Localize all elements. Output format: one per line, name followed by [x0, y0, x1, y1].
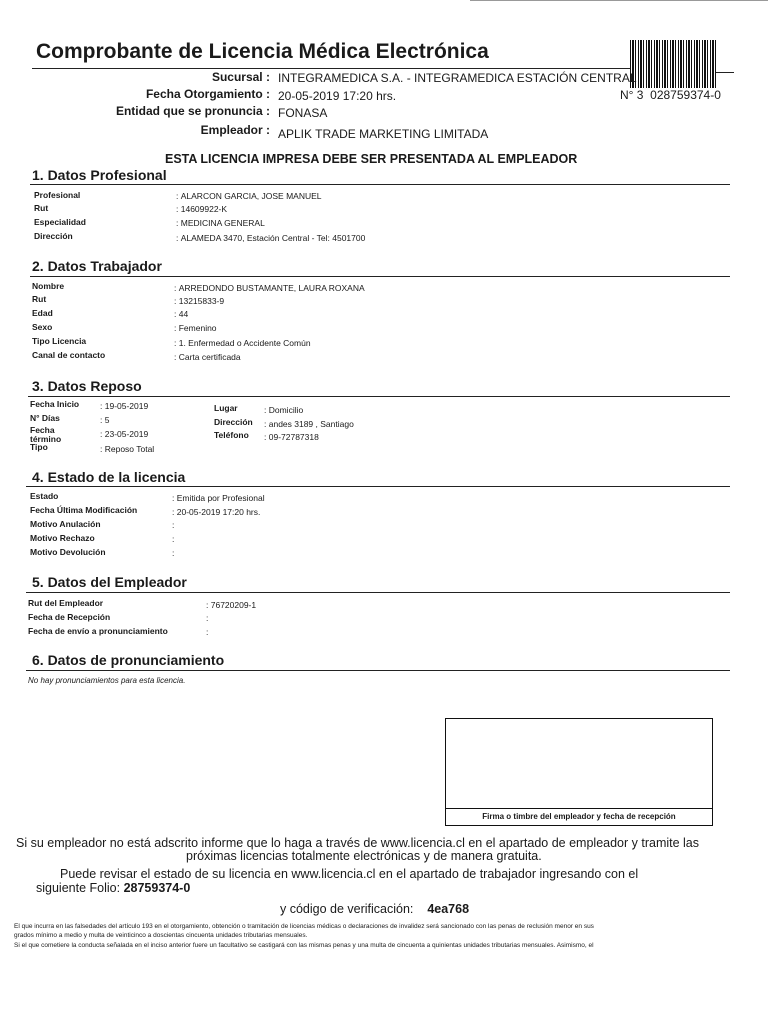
folio-value: 028759374-0	[650, 88, 721, 102]
fecha-inicio-label: Fecha Inicio	[30, 399, 80, 409]
fecha-envio-value: :	[206, 627, 211, 637]
folio-number	[620, 88, 721, 102]
n-dias-label: N° Días	[30, 413, 60, 423]
rut-empleador-value: : 76720209-1	[206, 600, 257, 610]
rut-profesional-value: : 14609922-K	[176, 204, 228, 214]
motivo-anulacion-label: Motivo Anulación	[30, 519, 101, 529]
lugar-value: : Domicilio	[264, 405, 304, 415]
fecha-recepcion-value: :	[206, 613, 211, 623]
direccion-profesional-label: Dirección	[34, 231, 73, 241]
footer-line-4	[36, 881, 190, 895]
firma-label: Firma o timbre del empleador y fecha de recepción	[446, 808, 712, 825]
barcode-tick	[716, 72, 734, 73]
tipo-reposo-label: Tipo	[30, 442, 48, 452]
edad-label: Edad	[32, 308, 53, 318]
fecha-modificacion-value: : 20-05-2019 17:20 hrs.	[172, 507, 261, 517]
sexo-value: : Femenino	[174, 323, 217, 333]
rut-trabajador-label: Rut	[32, 294, 47, 304]
sucursal-value: INTEGRAMEDICA S.A. - INTEGRAMEDICA ESTACIÓN CENTRAL	[278, 71, 637, 85]
section-estado-heading: 4. Estado de la licencia	[32, 469, 186, 485]
legal-line-2: grados mínimo a medio y multa de veinticinco a doscientas cincuenta unidades tributarias mensuales.	[14, 932, 308, 939]
folio-prefix: siguiente Folio:	[36, 881, 121, 895]
direccion-reposo-label: Dirección	[214, 417, 253, 427]
especialidad-label: Especialidad	[34, 217, 86, 227]
document-title: Comprobante de Licencia Médica Electrónica	[36, 40, 489, 63]
rut-profesional-label: Rut	[34, 203, 49, 213]
motivo-anulacion-value: :	[172, 520, 177, 530]
empleador-label: Empleador :	[200, 123, 270, 137]
sucursal-label: Sucursal :	[211, 70, 270, 84]
fecha-envio-label: Fecha de envío a pronunciamiento	[28, 626, 168, 636]
fecha-termino-label: Fecha término	[30, 425, 62, 444]
section-pronunciamiento-rule	[26, 670, 730, 671]
rut-trabajador-value: : 13215833-9	[174, 296, 225, 306]
footer-line-1: Si su empleador no está adscrito informe que lo haga a través de www.licencia.cl en el apartado de empleador y tramite las	[16, 836, 700, 850]
canal-contacto-label: Canal de contacto	[32, 350, 106, 360]
section-reposo-rule	[28, 396, 730, 397]
pronunciamiento-note: No hay pronunciamientos para esta licencia.	[28, 676, 186, 685]
fecha-otorgamiento-value: 20-05-2019 17:20 hrs.	[278, 89, 397, 103]
fecha-recepcion-label: Fecha de Recepción	[28, 612, 111, 622]
footer-line-3: Puede revisar el estado de su licencia en www.licencia.cl en el apartado de trabajador ingresando con el	[60, 867, 639, 881]
fecha-inicio-value: : 19-05-2019	[100, 401, 149, 411]
estado-label: Estado	[30, 491, 59, 501]
title-underline	[32, 68, 632, 69]
legal-line-1: El que incurra en las falsedades del artículo 193 en el otorgamiento, obtención o tramitación de licencias médicas o declaraciones de invalidez será sancionado con las penas de reclusión menor en sus	[14, 923, 594, 930]
entidad-label: Entidad que se pronuncia :	[115, 104, 270, 118]
lugar-label: Lugar	[214, 403, 238, 413]
firma-box	[445, 718, 713, 826]
barcode-image	[630, 40, 716, 88]
tipo-licencia-label: Tipo Licencia	[32, 336, 87, 346]
n-dias-value: : 5	[100, 415, 110, 425]
entidad-value: FONASA	[278, 106, 328, 120]
profesional-value: : ALARCON GARCIA, JOSE MANUEL	[176, 191, 322, 201]
fecha-modificacion-label: Fecha Última Modificación	[30, 505, 138, 515]
nombre-label: Nombre	[32, 281, 65, 291]
footer-folio-value: 28759374-0	[123, 881, 191, 895]
rut-empleador-label: Rut del Empleador	[28, 598, 104, 608]
telefono-value: : 09-72787318	[264, 432, 319, 442]
verification-code-value: 4ea768	[427, 902, 470, 916]
section-pronunciamiento-heading: 6. Datos de pronunciamiento	[32, 652, 225, 668]
telefono-label: Teléfono	[214, 430, 249, 440]
tipo-licencia-value: : 1. Enfermedad o Accidente Común	[174, 338, 311, 348]
especialidad-value: : MEDICINA GENERAL	[176, 218, 265, 228]
section-reposo-heading: 3. Datos Reposo	[32, 378, 142, 394]
motivo-devolucion-label: Motivo Devolución	[30, 547, 106, 557]
profesional-label: Profesional	[34, 190, 81, 200]
tipo-reposo-value: : Reposo Total	[100, 444, 155, 454]
nombre-value: : ARREDONDO BUSTAMANTE, LAURA ROXANA	[174, 283, 365, 293]
verification-code	[280, 902, 469, 916]
section-trabajador-rule	[30, 276, 730, 277]
canal-contacto-value: : Carta certificada	[174, 352, 241, 362]
direccion-reposo-value: : andes 3189 , Santiago	[264, 419, 354, 429]
section-empleador-heading: 5. Datos del Empleador	[32, 574, 187, 590]
section-empleador-rule	[26, 592, 730, 593]
legal-line-3: Si el que cometiere la conducta señalada en el inciso anterior fuere un facultativo se castigará con las mismas penas y una multa de cincuenta a quinientas unidades tributarias mensuales. Asimismo, el	[14, 942, 594, 949]
notice-text: ESTA LICENCIA IMPRESA DEBE SER PRESENTADA AL EMPLEADOR	[165, 152, 578, 166]
folio-label: N° 3	[620, 88, 644, 102]
section-trabajador-heading: 2. Datos Trabajador	[32, 258, 162, 274]
motivo-rechazo-value: :	[172, 534, 177, 544]
estado-value: : Emitida por Profesional	[172, 493, 265, 503]
section-profesional-rule	[30, 184, 730, 185]
empleador-value: APLIK TRADE MARKETING LIMITADA	[278, 127, 489, 141]
section-estado-rule	[26, 486, 730, 487]
verification-code-label: y código de verificación:	[280, 902, 414, 916]
scan-edge-line	[470, 0, 768, 1]
footer-line-2: próximas licencias totalmente electrónicas y de manera gratuita.	[186, 849, 542, 863]
edad-value: : 44	[174, 309, 189, 319]
fecha-otorgamiento-label: Fecha Otorgamiento :	[145, 87, 270, 101]
motivo-devolucion-value: :	[172, 548, 177, 558]
section-profesional-heading: 1. Datos Profesional	[32, 167, 167, 183]
motivo-rechazo-label: Motivo Rechazo	[30, 533, 95, 543]
sexo-label: Sexo	[32, 322, 53, 332]
fecha-termino-value: : 23-05-2019	[100, 429, 149, 439]
direccion-profesional-value: : ALAMEDA 3470, Estación Central - Tel: 4501700	[176, 233, 366, 243]
